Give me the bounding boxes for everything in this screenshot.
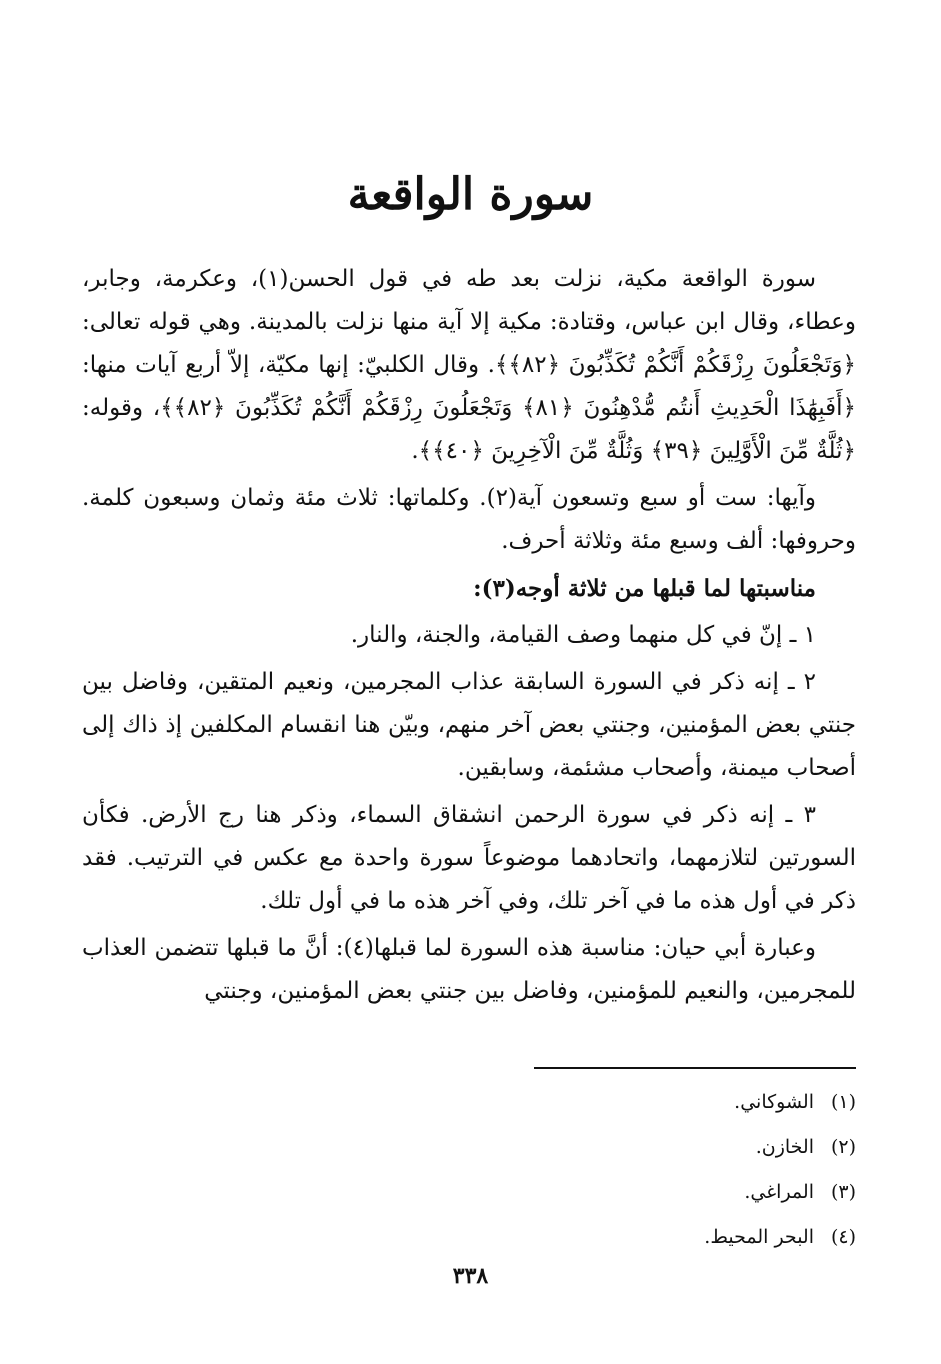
relation-point-1: ١ ـ إنّ في كل منهما وصف القيامة، والجنة، والنار. xyxy=(350,622,816,648)
surah-title: سورة الواقعة xyxy=(347,169,594,220)
footnote-mark: (١) xyxy=(830,1091,856,1113)
relation-subheading: مناسبتها لما قبلها من ثلاثة أوجه(٣): xyxy=(473,575,816,602)
intro-paragraph: سورة الواقعة مكية، نزلت بعد طه في قول الحسن(١)، وعكرمة، وجابر، وعطاء، وقال ابن عباس، وقتادة: مكية إلا آية منها نزلت بالمدينة. وهي قوله تعالى: ﴿وَتَجْعَلُونَ رِزْقَكُمْ أَنَّكُمْ تُكَذِّبُونَ ﴿٨٢﴾﴾. وقال الكلبيّ: إنها مكيّة، إلاّ أربع آيات منها: ﴿أَفَبِهَٰذَا الْحَدِيثِ أَنتُم مُّدْهِنُونَ ﴿٨١﴾ وَتَجْعَلُونَ رِزْقَكُمْ أَنَّكُمْ تُكَذِّبُونَ ﴿٨٢﴾﴾، وقوله: ﴿ثُلَّةٌ مِّنَ الْأَوَّلِينَ ﴿٣٩﴾ وَثُلَّةٌ مِّنَ الْآخِرِينَ ﴿٤٠﴾﴾. xyxy=(82,266,857,464)
footnote-mark: (٣) xyxy=(830,1181,856,1203)
relation-point-3: ٣ ـ إنه ذكر في سورة الرحمن انشقاق السماء، وذكر هنا رج الأرض. فكأن السورتين لتلازمهما، واتحادهما موضوعاً سورة واحدة مع عكس في الترتيب. فقد ذكر في أول هذه ما في آخر تلك، وفي آخر هذه ما في أول تلك. xyxy=(82,802,856,914)
abu-hayyan-paragraph: وعبارة أبي حيان: مناسبة هذه السورة لما قبلها(٤): أنَّ ما قبلها تتضمن العذاب للمجرمين، والنعيم للمؤمنين، وفاضل بين جنتي بعض المؤمنين، وجنتي xyxy=(82,935,856,1004)
main-text xyxy=(82,258,856,1017)
footnote-mark: (٢) xyxy=(830,1136,856,1158)
footnote-item xyxy=(456,1080,856,1125)
footnotes-list xyxy=(456,1080,856,1260)
footnote-item xyxy=(456,1125,856,1170)
footnote-text: البحر المحيط. xyxy=(704,1226,814,1248)
footnote-divider xyxy=(534,1067,856,1069)
verse-count-paragraph: وآيها: ست أو سبع وتسعون آية(٢). وكلماتها: ثلاث مئة وثمان وسبعون كلمة. وحروفها: ألف وسبع مئة وثلاثة أحرف. xyxy=(82,485,856,554)
footnote-item xyxy=(456,1215,856,1260)
footnote-mark: (٤) xyxy=(830,1226,856,1248)
footnote-text: الخازن. xyxy=(755,1136,814,1158)
page-number: ٣٣٨ xyxy=(452,1263,489,1289)
footnote-text: الشوكاني. xyxy=(734,1091,814,1113)
footnote-item xyxy=(456,1170,856,1215)
relation-point-2: ٢ ـ إنه ذكر في السورة السابقة عذاب المجرمين، ونعيم المتقين، وفاضل بين جنتي بعض المؤمنين، وجنتي بعض آخر منهم، وبيّن هنا انقسام المكلفين إذ ذاك إلى أصحاب ميمنة، وأصحاب مشئمة، وسابقين. xyxy=(82,669,856,781)
footnote-text: المراغي. xyxy=(744,1181,814,1203)
